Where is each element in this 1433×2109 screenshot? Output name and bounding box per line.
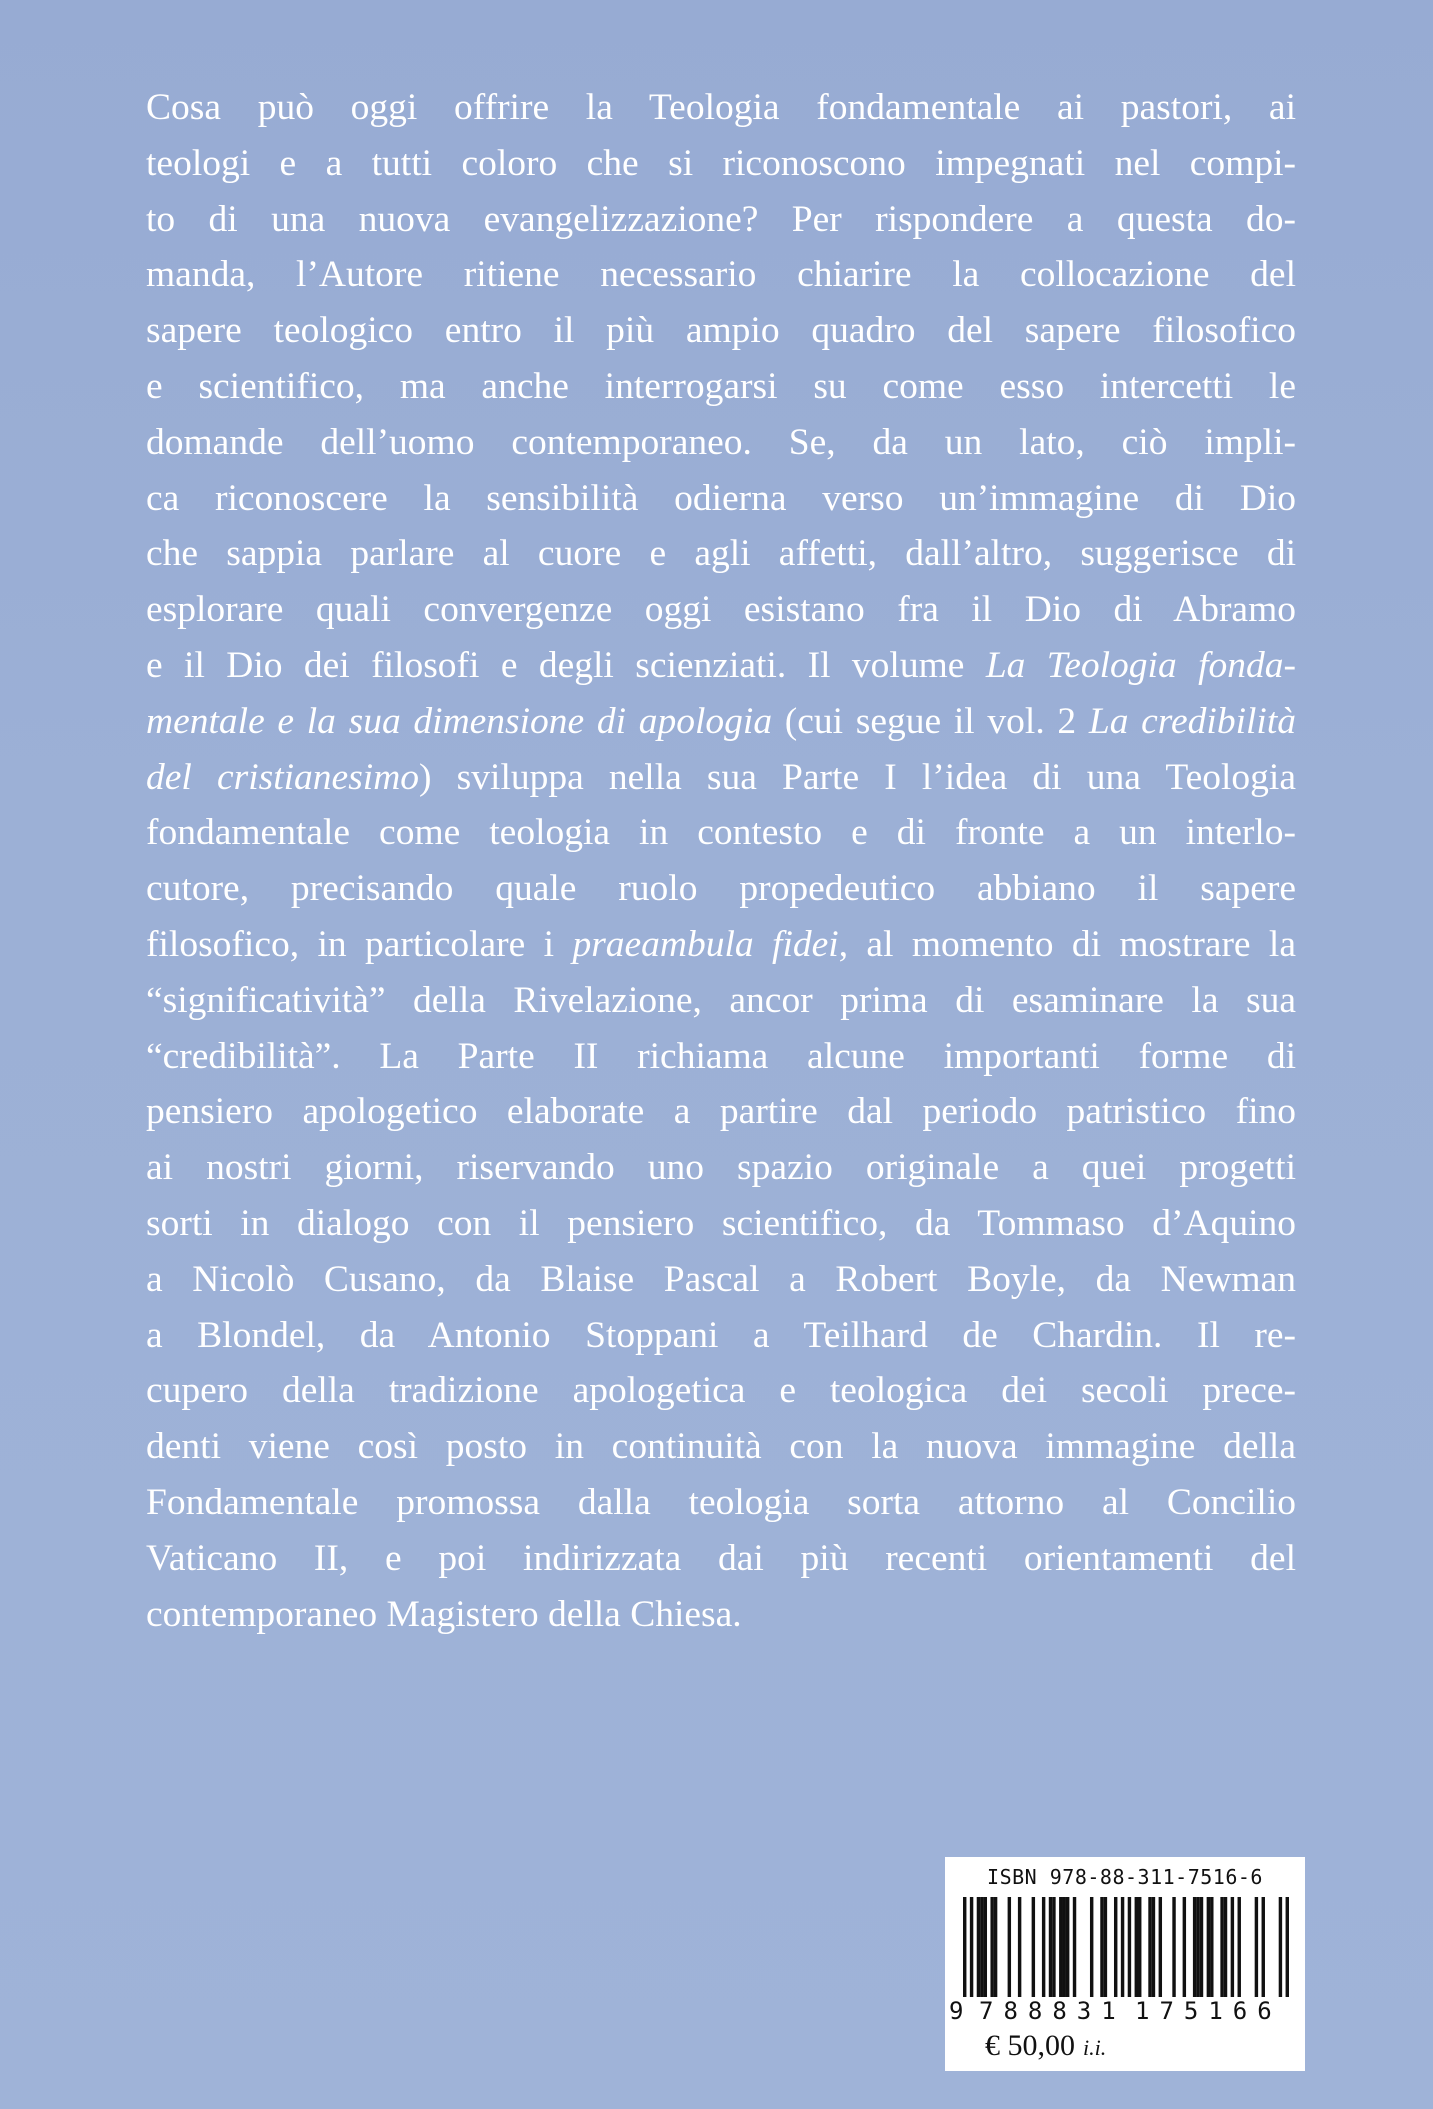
blurb-line: e scientifico, ma anche interrogarsi su come esso intercetti le bbox=[146, 365, 1296, 407]
blurb-line: cupero della tradizione apologetica e teologica dei secoli prece- bbox=[146, 1370, 1296, 1412]
barcode-bar bbox=[1183, 1897, 1186, 1997]
barcode-bar bbox=[1135, 1897, 1138, 1997]
blurb-italic-title: La Teologia fonda- bbox=[985, 644, 1297, 686]
ean-first-digit: 9 bbox=[949, 1997, 964, 2025]
blurb-line: “significatività” della Rivelazione, ancor prima di esaminare la sua bbox=[146, 979, 1296, 1021]
barcode-bar bbox=[1200, 1897, 1203, 1997]
blurb-line: domande dell’uomo contemporaneo. Se, da un lato, ciò impli- bbox=[146, 421, 1296, 463]
barcode-bar bbox=[1128, 1897, 1131, 1997]
ean-right-group: 175166 bbox=[1135, 1997, 1282, 2025]
barcode-bar bbox=[977, 1897, 980, 1997]
blurb-line: teologi e a tutti coloro che si riconoscono impegnati nel compi- bbox=[146, 142, 1296, 184]
blurb-line: sorti in dialogo con il pensiero scientifico, da Tommaso d’Aquino bbox=[146, 1202, 1296, 1244]
barcode-bar bbox=[1063, 1897, 1066, 1997]
blurb-italic-title: La credibilità bbox=[1088, 700, 1296, 742]
blurb-line: “credibilità”. La Parte II richiama alcune importanti forme di bbox=[146, 1035, 1296, 1077]
blurb-line: denti viene così posto in continuità con la nuova immagine della bbox=[146, 1426, 1296, 1468]
barcode-bar bbox=[1121, 1897, 1124, 1997]
blurb-line: Cosa può oggi offrire la Teologia fondamentale ai pastori, ai bbox=[146, 87, 1296, 128]
barcode-label bbox=[945, 1857, 1305, 2071]
barcode-bar bbox=[1238, 1897, 1241, 1997]
barcode-bar bbox=[1090, 1897, 1093, 1997]
barcode-bar bbox=[1172, 1897, 1175, 1997]
barcode-bar bbox=[1196, 1897, 1199, 1997]
blurb-italic-title: mentale e la sua dimensione di apologia bbox=[146, 700, 773, 742]
barcode-bar bbox=[1100, 1897, 1103, 1997]
blurb-italic-title: del cristianesimo bbox=[146, 756, 420, 798]
blurb-line bbox=[146, 638, 1296, 694]
blurb-line: cutore, precisando quale ruolo propedeutico abbiano il sapere bbox=[146, 868, 1296, 910]
barcode-bar bbox=[1008, 1897, 1011, 1997]
barcode-bar bbox=[1255, 1897, 1258, 1997]
blurb-line: che sappia parlare al cuore e agli affetti, dall’altro, suggerisce di bbox=[146, 533, 1296, 575]
blurb-line: contemporaneo Magistero della Chiesa. bbox=[146, 1593, 742, 1635]
blurb-text: (cui segue il vol. 2 bbox=[772, 700, 1089, 742]
barcode-bar bbox=[980, 1897, 983, 1997]
isbn-number: ISBN 978-88-311-7516-6 bbox=[987, 1865, 1263, 1889]
blurb-text: e il Dio dei filosofi e degli scienziati. Il volume bbox=[146, 644, 965, 686]
barcode-bars bbox=[963, 1897, 1289, 1997]
barcode-bar bbox=[1152, 1897, 1155, 1997]
blurb-line: pensiero apologetico elaborate a partire dal periodo patristico fino bbox=[146, 1091, 1296, 1133]
barcode-bar bbox=[1279, 1897, 1282, 1997]
barcode-bar bbox=[984, 1897, 987, 1997]
blurb-line: sapere teologico entro il più ampio quadro del sapere filosofico bbox=[146, 310, 1296, 352]
barcode-bar bbox=[1042, 1897, 1045, 1997]
barcode-bar bbox=[963, 1897, 966, 1997]
barcode-bar bbox=[1210, 1897, 1213, 1997]
blurb-line: Fondamentale promossa dalla teologia sorta attorno al Concilio bbox=[146, 1481, 1296, 1523]
blurb-line: ca riconoscere la sensibilità odierna verso un’immagine di Dio bbox=[146, 477, 1296, 519]
barcode-bar bbox=[1032, 1897, 1035, 1997]
blurb-line bbox=[146, 750, 1296, 806]
barcode-bar bbox=[1286, 1897, 1289, 1997]
barcode-bar bbox=[1052, 1897, 1055, 1997]
blurb-line: Vaticano II, e poi indirizzata dai più recenti orientamenti del bbox=[146, 1537, 1296, 1579]
blurb-line: fondamentale come teologia in contesto e di fronte a un interlo- bbox=[146, 812, 1296, 854]
barcode-bar bbox=[1018, 1897, 1021, 1997]
barcode-bar bbox=[1148, 1897, 1151, 1997]
barcode-bar bbox=[1138, 1897, 1141, 1997]
blurb-line: a Blondel, da Antonio Stoppani a Teilhard de Chardin. Il re- bbox=[146, 1314, 1296, 1356]
blurb-line bbox=[146, 917, 1296, 973]
price-amount: € 50,00 bbox=[985, 2029, 1075, 2062]
barcode-bar bbox=[1049, 1897, 1052, 1997]
barcode-bar bbox=[994, 1897, 997, 1997]
barcode-bar bbox=[1073, 1897, 1076, 1997]
blurb-text: filosofico, in particolare i bbox=[146, 923, 573, 965]
barcode-bar bbox=[1193, 1897, 1196, 1997]
blurb-line: ai nostri giorni, riservando uno spazio originale a quei progetti bbox=[146, 1147, 1296, 1189]
barcode-bar bbox=[1066, 1897, 1069, 1997]
blurb-line: esplorare quali convergenze oggi esistano fra il Dio di Abramo bbox=[146, 589, 1296, 631]
barcode-bar bbox=[1114, 1897, 1117, 1997]
blurb-text: , al momento di mostrare la bbox=[838, 923, 1296, 965]
blurb-line: manda, l’Autore ritiene necessario chiarire la collocazione del bbox=[146, 254, 1296, 296]
barcode-bar bbox=[970, 1897, 973, 1997]
barcode-bar bbox=[1059, 1897, 1062, 1997]
barcode-bar bbox=[1159, 1897, 1162, 1997]
barcode-bar bbox=[990, 1897, 993, 1997]
blurb-text: ) sviluppa nella sua Parte I l’idea di una Teologia bbox=[419, 756, 1296, 798]
blurb-line: a Nicolò Cusano, da Blaise Pascal a Robert Boyle, da Newman bbox=[146, 1258, 1296, 1300]
barcode-bar bbox=[1224, 1897, 1227, 1997]
price-vat-note: i.i. bbox=[1083, 2035, 1107, 2060]
ean-left-group: 788831 bbox=[979, 1997, 1126, 2025]
blurb-italic-term: praeambula fidei bbox=[572, 923, 839, 965]
barcode-bar bbox=[1220, 1897, 1223, 1997]
barcode-bar bbox=[1231, 1897, 1234, 1997]
blurb-line: to di una nuova evangelizzazione? Per rispondere a questa do- bbox=[146, 198, 1296, 240]
blurb-line bbox=[146, 694, 1296, 750]
barcode-bar bbox=[1104, 1897, 1107, 1997]
price bbox=[985, 2029, 1106, 2063]
barcode-bar bbox=[1207, 1897, 1210, 1997]
back-cover-blurb bbox=[146, 80, 1296, 1642]
barcode-bar bbox=[1262, 1897, 1265, 1997]
